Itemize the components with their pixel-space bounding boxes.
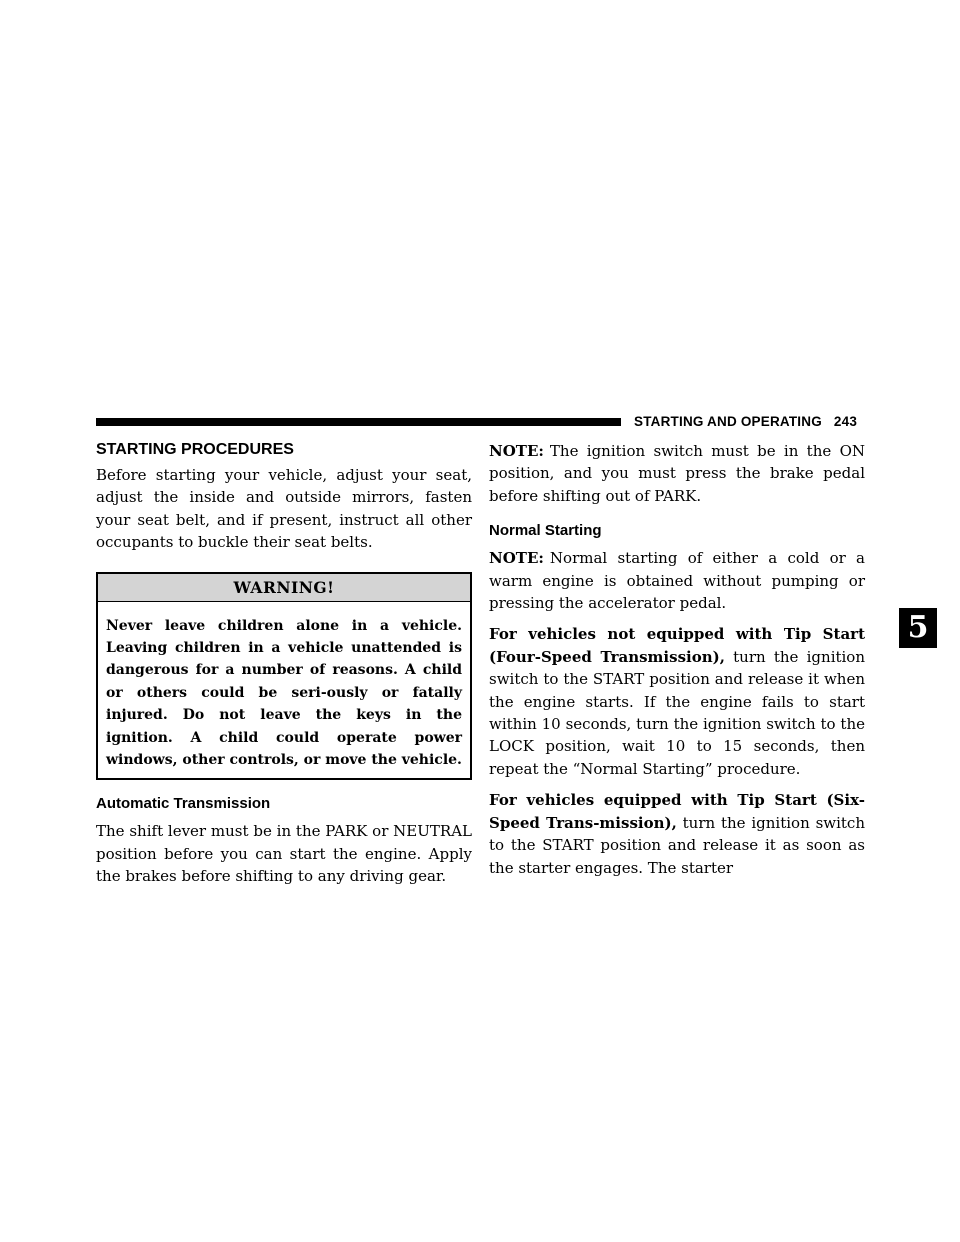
automatic-transmission-heading: Automatic Transmission [96, 795, 271, 813]
note-label-2: NOTE: [489, 549, 544, 568]
right-column [489, 440, 865, 879]
six-speed-lead: For vehicles equipped with Tip Start (Six-Speed Trans-mission), [489, 791, 865, 832]
note-text-2: Normal starting of either a cold or a warm engine is obtained without pumping or pressing the accelerator pedal. [489, 549, 865, 613]
warning-box [96, 572, 472, 781]
page-number: 243 [833, 414, 858, 429]
note-text: The ignition switch must be in the ON position, and you must press the brake pedal before shifting out of PARK. [489, 442, 865, 505]
header-rule [96, 418, 621, 426]
four-speed-text: turn the ignition switch to the START position and release it when the engine starts. If the engine fails to start within 10 seconds, turn the ignition switch to the LOCK position, wait 10 to 15 seconds, then repeat the “Normal Starting” procedure. [489, 647, 866, 778]
warning-text: Never leave children alone in a vehicle. Leaving children in a vehicle unattended is dangerous for a number of reasons. A child or others could be seri-ously or fatally injured. Do not leave the keys in the ignition. A child could operate power windows, other controls, or move the vehicle. [106, 617, 462, 769]
note-label: NOTE: [489, 442, 544, 460]
six-speed-paragraph [489, 789, 865, 879]
note-paragraph-2 [489, 547, 865, 614]
note-paragraph [489, 440, 865, 507]
intro-paragraph: Before starting your vehicle, adjust your seat, adjust the inside and outside mirrors, fasten your seat belt, and if present, instruct all other occupants to buckle their seat belts. [96, 466, 472, 552]
four-speed-paragraph [489, 623, 865, 780]
warning-title: WARNING! [98, 574, 470, 602]
header-section-title: STARTING AND OPERATING [634, 414, 822, 429]
left-column [96, 440, 472, 888]
six-speed-text: turn the ignition switch to the START position and release it as soon as the starter engages. The starter [489, 813, 865, 877]
chapter-tab: 5 [899, 608, 937, 648]
automatic-transmission-paragraph: The shift lever must be in the PARK or NEUTRAL position before you can start the engine. Apply the brakes before shifting to any driving gear. [96, 822, 472, 886]
section-heading: STARTING PROCEDURES [96, 441, 294, 458]
normal-starting-heading: Normal Starting [489, 522, 602, 540]
running-header [634, 414, 857, 429]
four-speed-lead: For vehicles not equipped with Tip Start (Four-Speed Transmission), [489, 625, 865, 666]
